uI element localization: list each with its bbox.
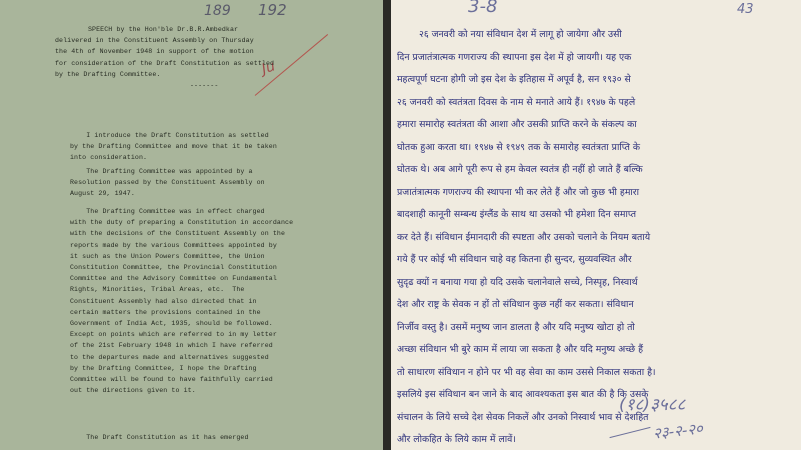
text-line: संचालन के लिये सच्चे देश सेवक निकलें और उनको निस्वार्थ भाव से देशहित xyxy=(397,411,649,423)
paragraph-line: with the decisions of the Constituent Assembly on the xyxy=(70,230,286,238)
right-document-page xyxy=(391,0,801,450)
initials-stamp: Ju xyxy=(259,58,278,78)
speech-header xyxy=(0,24,383,91)
paragraph-charged xyxy=(0,206,383,396)
page-mark-top-center: 3-8 xyxy=(468,0,498,17)
paragraph-line: The Drafting Committee was appointed by a xyxy=(70,168,253,175)
handwritten-date: २३-२-२० xyxy=(652,419,704,443)
hindi-text-body xyxy=(397,24,797,450)
text-line: निर्जीव वस्तु है। उसमें मनुष्य जान डालता है और यदि मनुष्य खोटा हो तो xyxy=(397,321,635,333)
paragraph-line: by the Drafting Committee, I hope the Drafting xyxy=(70,364,257,372)
paragraph-introduce xyxy=(0,130,383,164)
text-line: २६ जनवरी को स्वतंत्रता दिवस के नाम से मनाते आये हैं। १९४७ के पहले xyxy=(397,96,636,108)
header-line: SPEECH by the Hon'ble Dr.B.R.Ambedkar xyxy=(88,26,239,33)
text-line: दिन प्रजातंत्रात्मक गणराज्य की स्थापना इस देश में हो जायगी। यह एक xyxy=(397,51,632,63)
paragraph-line: reports made by the various Committees appointed by xyxy=(70,241,277,249)
paragraph-line: Rights, Minorities, Tribal Areas, etc. The xyxy=(70,286,245,294)
paragraph-line: The Drafting Committee was in effect charged xyxy=(70,208,265,215)
paragraph-line: The Draft Constitution as it has emerged xyxy=(70,434,249,441)
text-line: प्रजातंत्रात्मक गणराज्य की स्थापना भी कर लेते हैं और जो कुछ भी हमारा xyxy=(397,186,640,198)
text-line: इसलिये इस संविधान बन जाने के बाद आवश्यकता इस बात की है कि उसके xyxy=(397,389,649,400)
header-line: for consideration of the Draft Constitution as settled xyxy=(55,59,275,67)
text-line: बादशाही कानूनी सम्बन्ध इंग्लैंड के साथ था उसको भी हमेशा दिन समाप्त xyxy=(397,209,637,220)
text-line: हमारा समारोह स्वतंत्रता की आशा और उसकी प्राप्ति करने के संकल्प का xyxy=(397,119,637,130)
paragraph-line: I introduce the Draft Constitution as settled xyxy=(70,132,269,139)
header-line: the 4th of November 1948 in support of the motion xyxy=(55,48,254,56)
paragraph-line: Constituent Assembly had also directed that in xyxy=(70,297,257,305)
paragraph-line: Except on points which are referred to in my letter xyxy=(70,331,277,339)
header-line: by the Drafting Committee. xyxy=(55,70,161,78)
page-divider xyxy=(383,0,391,450)
left-document-page xyxy=(0,0,383,450)
page-number-handwritten-2: 192 xyxy=(258,1,287,19)
separator: ------- xyxy=(190,82,219,90)
text-line: सुदृढ क्यों न बनाया गया हो यदि उसके चलानेवाले सच्चे, निस्पृह, निस्वार्थ xyxy=(397,276,638,288)
text-line: अच्छा संविधान भी बुरे काम में लाया जा सकता है और यदि मनुष्य अच्छे हैं xyxy=(397,344,644,355)
text-line: २६ जनवरी को नया संविधान देश में लागू हो जायेगा और उसी xyxy=(419,29,622,40)
text-line: देश और राष्ट्र के सेवक न हों तो संविधान कुछ नहीं कर सकता। संविधान xyxy=(397,299,634,310)
text-line: कर देते हैं। संविधान ईमानदारी की स्पष्टता और उसको चलाने के नियम बताये xyxy=(397,231,651,243)
paragraph-line: it such as the Union Powers Committee, the Union xyxy=(70,252,265,260)
page-number-handwritten: 189 xyxy=(204,3,231,19)
paragraph-line: August 29, 1947. xyxy=(70,190,135,198)
paragraph-line: by the Drafting Committee and move that it be taken xyxy=(70,143,277,151)
paragraph-line: Constitution Committee, the Provincial Constitution xyxy=(70,264,277,272)
text-line: घोतक हुआ करता था। १९४७ से १९४९ तक के समारोह स्वतंत्रता प्राप्ति के xyxy=(397,141,641,153)
handwritten-reference-number: (१८)३५८८ xyxy=(619,395,686,415)
text-line: तो साधारण संविधान न होने पर भी वह सेवा का काम उससे निकाल सकता है। xyxy=(397,366,656,378)
paragraph-line: Government of India Act, 1935, should be followed. xyxy=(70,320,273,328)
paragraph-line: Resolution passed by the Constituent Assembly on xyxy=(70,179,265,187)
paragraph-line: into consideration. xyxy=(70,154,148,162)
text-line: महत्वपूर्ण घटना होगी जो इस देश के इतिहास में अपूर्व है, सन १९३० से xyxy=(397,74,631,85)
paragraph-line: to the departures made and alternatives suggested xyxy=(70,353,269,361)
paragraph-appointed xyxy=(0,166,383,200)
paragraph-line: certain matters the provisions contained in the xyxy=(70,308,261,316)
paragraph-line: with the duty of preparing a Constitution in accordance xyxy=(70,219,294,227)
page-number-top-right: 43 xyxy=(737,2,754,17)
paragraph-line: Committee will be found to have faithfully carried xyxy=(70,376,273,384)
paragraph-line: Committee and the Advisory Committee on Fundamental xyxy=(70,275,277,283)
paragraph-last-line xyxy=(0,432,383,443)
text-line: और लोकहित के लिये काम में लावें। xyxy=(397,434,516,445)
paragraph-line: of the 21st February 1948 in which I have referred xyxy=(70,342,273,350)
header-line: delivered in the Constituent Assembly on Thursday xyxy=(55,37,254,45)
text-line: गये हैं पर कोई भी संविधान चाहे वह कितना ही सुन्दर, सुव्यवस्थित और xyxy=(397,254,632,265)
text-line: घोतक थे। अब आगे पूरी रूप से हम केवल स्वतंत्र ही नहीं हो जाते हैं बल्कि xyxy=(397,164,643,175)
paragraph-line: out the directions given to it. xyxy=(70,387,196,395)
